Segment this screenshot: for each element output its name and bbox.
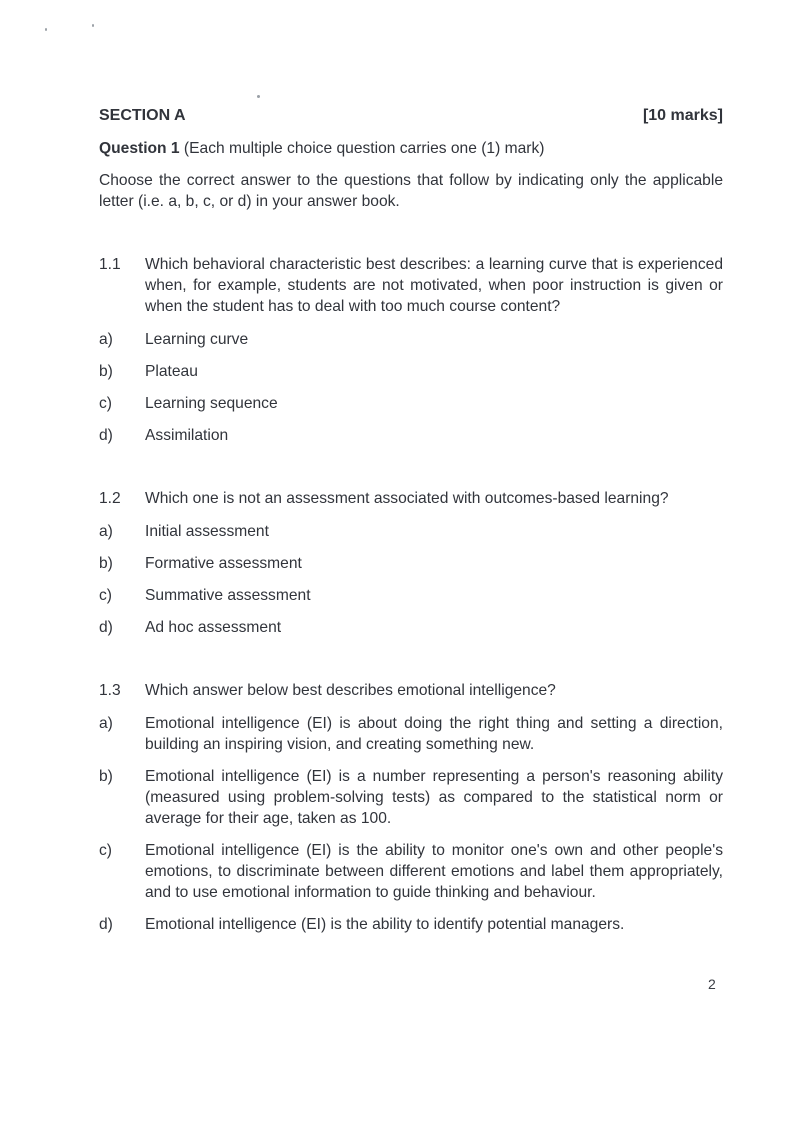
option-letter: c) <box>99 587 112 604</box>
question-1-1 <box>99 254 723 446</box>
option-a <box>99 521 723 542</box>
question-heading-note: (Each multiple choice question carries one (1) mark) <box>179 140 545 157</box>
option-text: Assimilation <box>145 427 229 444</box>
option-text: Plateau <box>145 363 198 380</box>
option-c <box>99 840 723 903</box>
question-text: Which answer below best describes emotional intelligence? <box>145 682 556 699</box>
scan-speckle <box>257 95 260 98</box>
section-header <box>99 105 723 126</box>
option-c <box>99 393 723 414</box>
question-stem <box>99 488 723 509</box>
option-letter: b) <box>99 363 113 380</box>
option-c <box>99 585 723 606</box>
scan-speckle <box>92 24 94 27</box>
options-list <box>99 329 723 446</box>
option-text: Emotional intelligence (EI) is the ability to identify potential managers. <box>145 916 625 933</box>
option-d <box>99 617 723 638</box>
option-text: Emotional intelligence (EI) is about doing the right thing and setting a direction, building an inspiring vision, and creating something new. <box>145 715 723 753</box>
scan-speckle <box>45 28 47 31</box>
option-letter: b) <box>99 768 113 785</box>
option-text: Ad hoc assessment <box>145 619 282 636</box>
options-list <box>99 713 723 935</box>
option-letter: b) <box>99 555 113 572</box>
options-list <box>99 521 723 638</box>
option-text: Summative assessment <box>145 587 311 604</box>
option-a <box>99 329 723 350</box>
question-number: 1.3 <box>99 682 121 699</box>
question-number: 1.1 <box>99 256 121 273</box>
page-content <box>99 105 723 935</box>
question-stem <box>99 254 723 317</box>
option-text: Initial assessment <box>145 523 269 540</box>
option-letter: a) <box>99 331 113 348</box>
question-text: Which behavioral characteristic best describes: a learning curve that is experienced when, for example, students are not motivated, when poor instruction is given or when the student has to deal with too much course content? <box>145 256 723 315</box>
option-b <box>99 361 723 382</box>
option-letter: a) <box>99 715 113 732</box>
question-heading-title: Question 1 <box>99 140 180 157</box>
option-b <box>99 766 723 829</box>
option-b <box>99 553 723 574</box>
option-text: Emotional intelligence (EI) is a number representing a person's reasoning ability (measured using problem-solving tests) as compared to the statistical norm or average for their age, taken as 100. <box>145 768 723 827</box>
option-d <box>99 425 723 446</box>
option-letter: c) <box>99 842 112 859</box>
section-title: SECTION A <box>99 107 186 124</box>
page-number: 2 <box>708 976 716 992</box>
question-heading <box>99 138 723 159</box>
option-d <box>99 914 723 935</box>
question-stem <box>99 680 723 701</box>
option-a <box>99 713 723 755</box>
option-letter: a) <box>99 523 113 540</box>
option-text: Emotional intelligence (EI) is the ability to monitor one's own and other people's emotions, to discriminate between different emotions and label them appropriately, and to use emotional information to guide thinking and behaviour. <box>145 842 723 901</box>
option-letter: d) <box>99 619 113 636</box>
option-text: Formative assessment <box>145 555 302 572</box>
question-1-3 <box>99 680 723 935</box>
question-1-2 <box>99 488 723 638</box>
option-text: Learning sequence <box>145 395 278 412</box>
question-text: Which one is not an assessment associated with outcomes-based learning? <box>145 490 669 507</box>
option-letter: d) <box>99 427 113 444</box>
option-letter: c) <box>99 395 112 412</box>
section-marks: [10 marks] <box>642 107 723 124</box>
question-number: 1.2 <box>99 490 121 507</box>
option-letter: d) <box>99 916 113 933</box>
instructions-paragraph: Choose the correct answer to the questions that follow by indicating only the applicable letter (i.e. a, b, c, or d) in your answer book. <box>99 172 723 210</box>
option-text: Learning curve <box>145 331 249 348</box>
